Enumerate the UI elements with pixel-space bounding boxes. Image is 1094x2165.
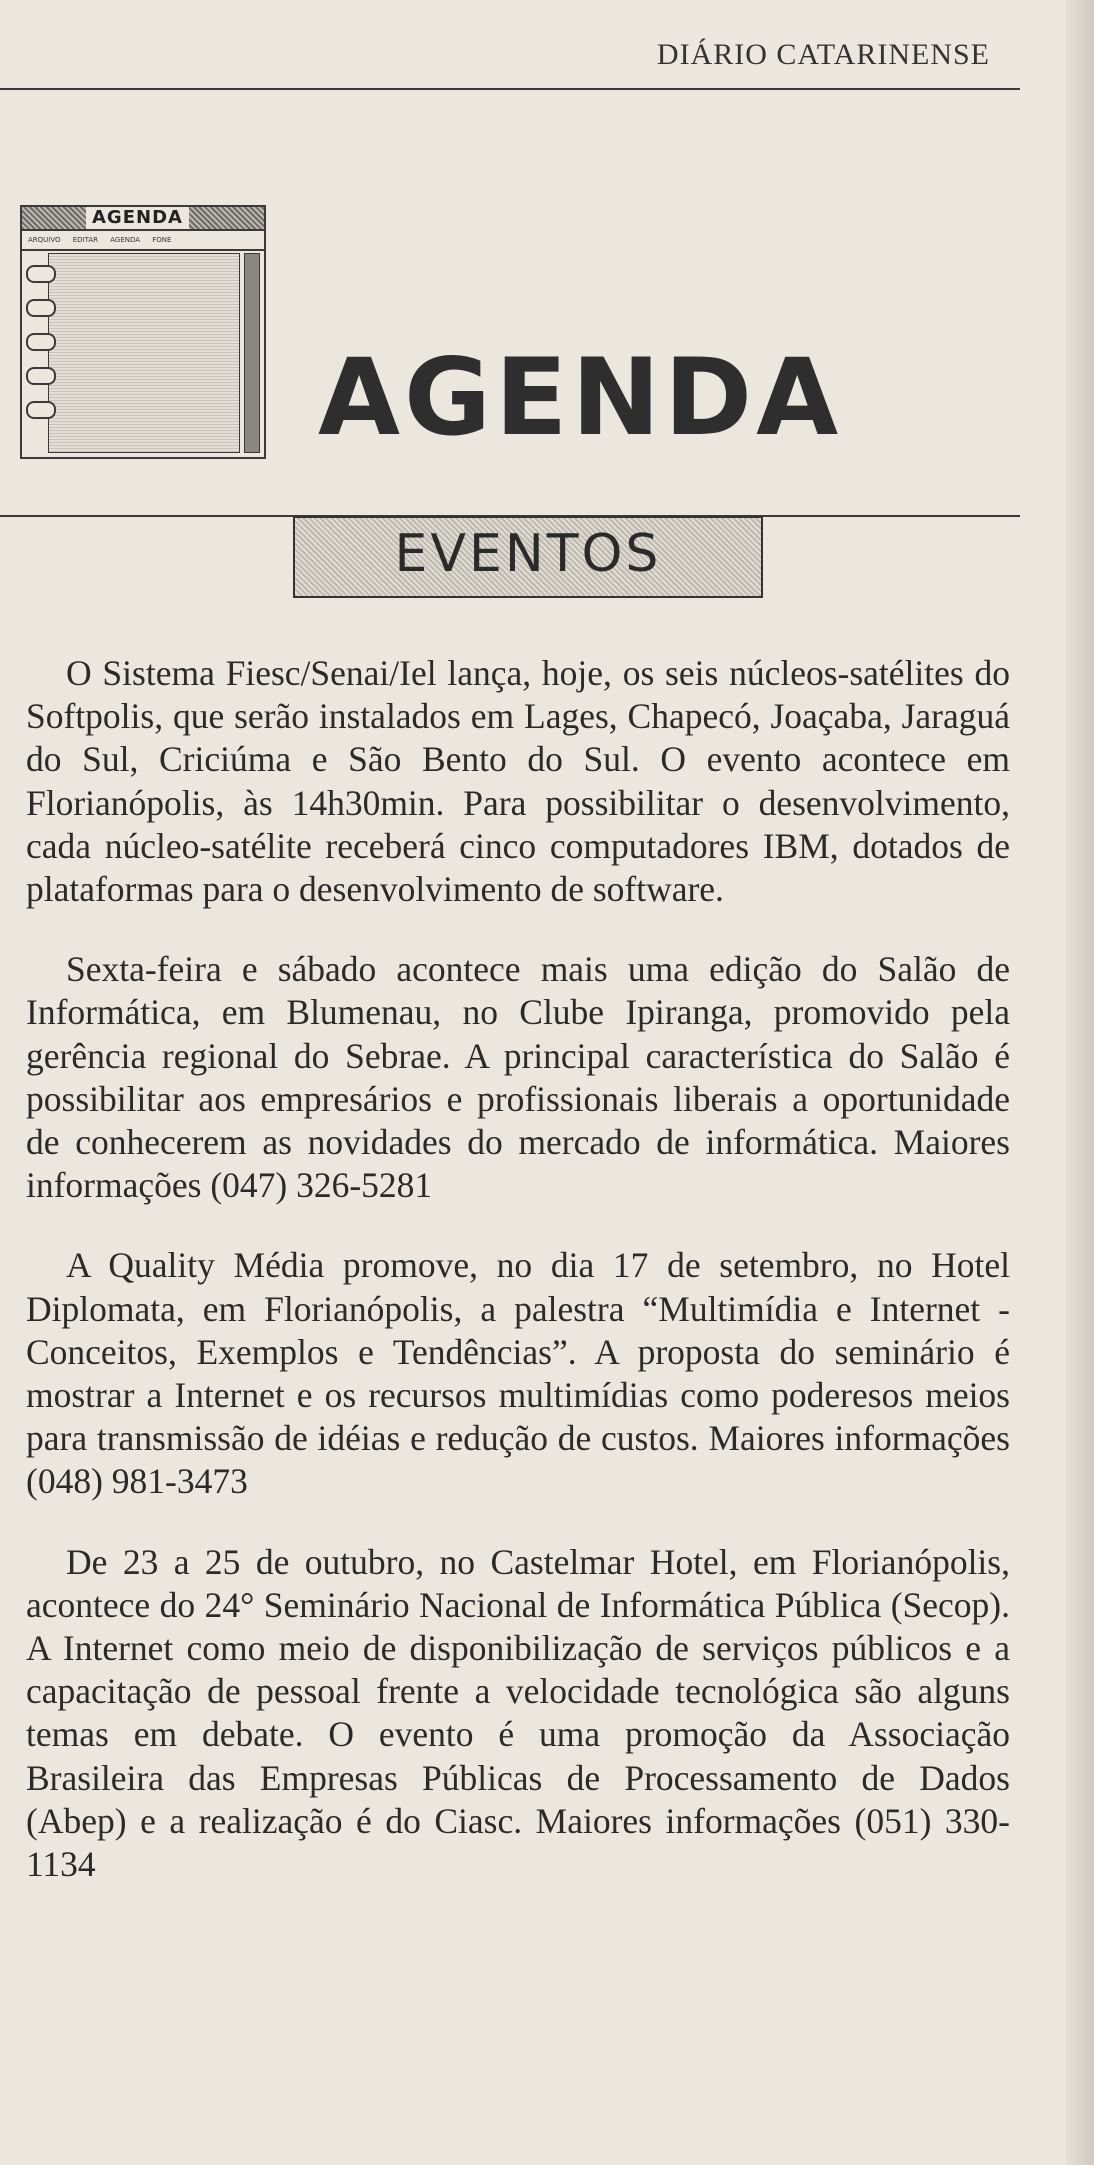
paragraph: O Sistema Fiesc/Senai/Iel lança, hoje, os seis núcleos-satélites do Softpolis, que serão instalados em Lages, Chapecó, Joaçaba, Jaraguá do Sul, Criciúma e São Bento do Sul. O evento acontece em Florianópolis, às 14h30min. Para possibilitar o desenvolvimento, cada núcleo-satélite receberá cinco computadores IBM, dotados de plataformas para o desenvolvimento de software. bbox=[26, 653, 1010, 910]
section-header bbox=[293, 516, 763, 598]
notebook-titlebar bbox=[22, 207, 264, 231]
page-edge-shadow bbox=[1066, 0, 1094, 2165]
notebook-scrollbar bbox=[244, 253, 260, 453]
page-title: AGENDA bbox=[318, 336, 843, 459]
binder-ring-icon bbox=[26, 401, 56, 419]
notebook-menu: ARQUIVO EDITAR AGENDA FONE bbox=[22, 231, 264, 251]
binder-ring-icon bbox=[26, 367, 56, 385]
top-rule bbox=[0, 88, 1020, 90]
masthead bbox=[0, 38, 1020, 88]
paragraph: De 23 a 25 de outubro, no Castelmar Hotel, em Florianópolis, acontece do 24° Seminário Nacional de Informática Pública (Secop). A Internet como meio de disponibilização de serviços públicos e a capacitação de pessoal frente a velocidade tecnológica são alguns temas em debate. O evento é uma promoção da Associação Brasileira das Empresas Públicas de Processamento de Dados (Abep) e a realização é do Ciasc. Maiores informações (051) 330-1134 bbox=[26, 1541, 1010, 1885]
binder-ring-icon bbox=[26, 299, 56, 317]
notebook-title: AGENDA bbox=[86, 207, 189, 229]
newspaper-name: DIÁRIO CATARINENSE bbox=[656, 38, 990, 71]
agenda-notebook-icon bbox=[20, 205, 266, 459]
notebook-page bbox=[48, 253, 240, 453]
binder-ring-icon bbox=[26, 333, 56, 351]
article-body bbox=[26, 652, 1010, 1923]
binder-ring-icon bbox=[26, 265, 56, 283]
section-label: EVENTOS bbox=[394, 524, 662, 584]
paragraph: Sexta-feira e sábado acontece mais uma edição do Salão de Informática, em Blumenau, no Clube Ipiranga, promovido pela gerência regional do Sebrae. A principal característica do Salão é possibilitar aos empresários e profissionais liberais a oportunidade de conhecerem as novidades do mercado de informática. Maiores informações (047) 326-5281 bbox=[26, 949, 1010, 1206]
paragraph: A Quality Média promove, no dia 17 de setembro, no Hotel Diplomata, em Florianópolis, a palestra “Multimídia e Internet - Conceitos, Exemplos e Tendências”. A proposta do seminário é mostrar a Internet e os recursos multimídias como poderesos meios para transmissão de idéias e redução de custos. Maiores informações (048) 981-3473 bbox=[26, 1245, 1010, 1502]
